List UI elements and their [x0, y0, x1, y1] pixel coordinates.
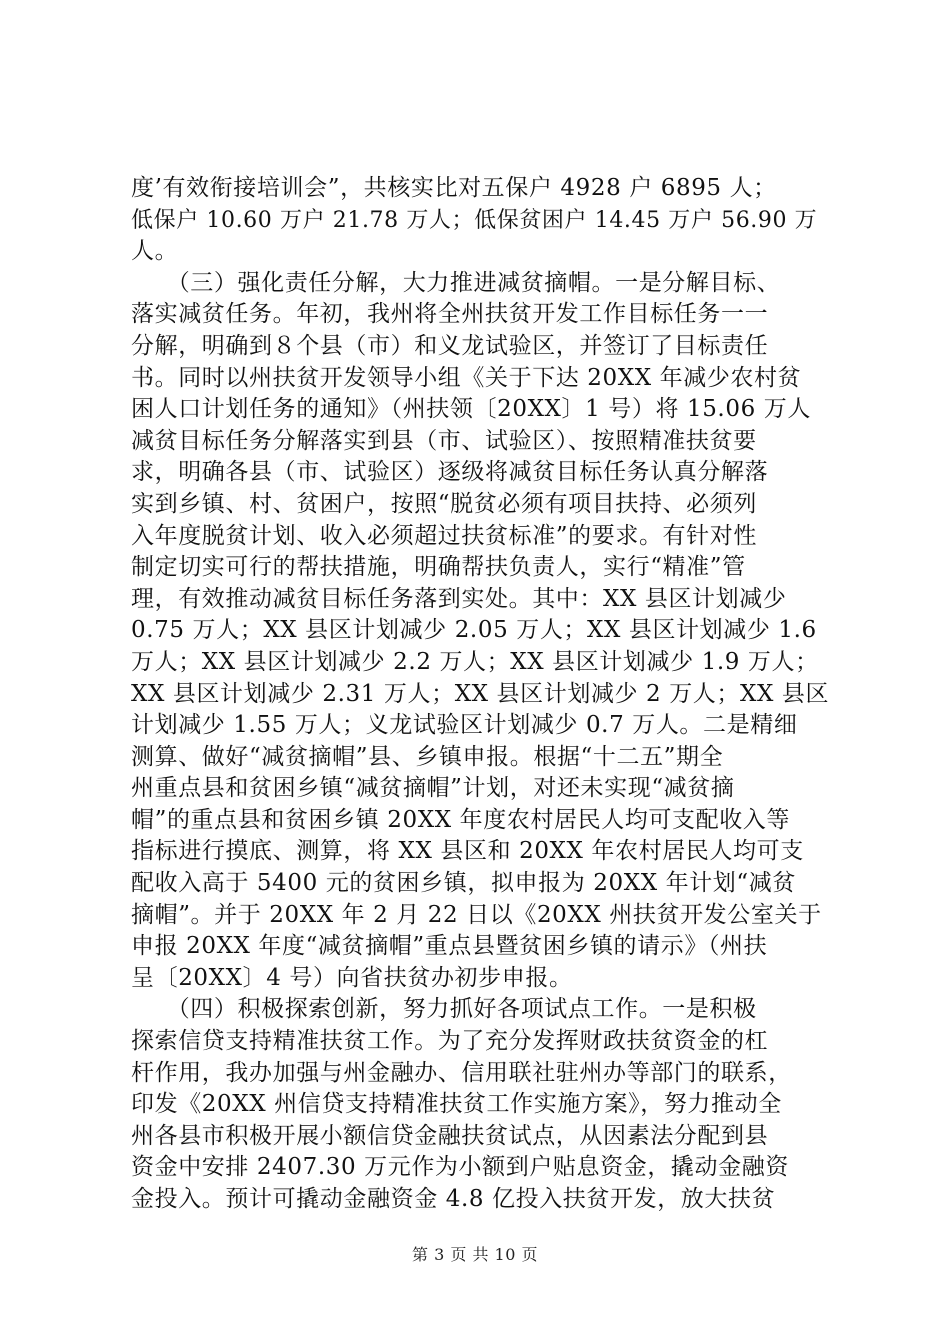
text-line: 万人；XX 县区计划减少 2.2 万人；XX 县区计划减少 1.9 万人； — [131, 648, 819, 675]
text-line: 度’有效衔接培训会”，共核实比对五保户 4928 户 6895 人； — [131, 175, 777, 201]
text-line: 申报 20XX 年度“减贫摘帽”重点县暨贫困乡镇的请示》（州扶 — [131, 933, 768, 960]
text-line: 求，明确各县（市、试验区）逐级将减贫目标任务认真分解落 — [131, 459, 769, 486]
text-line: 入年度脱贫计划、收入必须超过扶贫标准”的要求。有针对性 — [131, 522, 757, 549]
text-line: XX 县区计划减少 2.31 万人；XX 县区计划减少 2 万人；XX 县区 — [131, 680, 830, 707]
text-line: 制定切实可行的帮扶措施，明确帮扶负责人，实行“精准”管 — [131, 554, 746, 581]
text-line: 资金中安排 2407.30 万元作为小额到户贴息资金，撬动金融资 — [131, 1154, 789, 1181]
text-line: 书。同时以州扶贫开发领导小组《关于下达 20XX 年减少农村贫 — [131, 364, 802, 391]
paragraph-start-line: （四）积极探索创新，努力抓好各项试点工作。一是积极 — [131, 996, 757, 1023]
text-line: 测算、做好“减贫摘帽”县、乡镇申报。根据“十二五”期全 — [131, 743, 724, 770]
text-line: 杆作用，我办加强与州金融办、信用联社驻州办等部门的联系， — [131, 1059, 792, 1086]
text-line: 指标进行摸底、测算，将 XX 县区和 20XX 年农村居民人均可支 — [131, 838, 804, 865]
text-line: 实到乡镇、村、贫困户，按照“脱贫必须有项目扶持、必须列 — [131, 490, 757, 517]
text-line: 人。 — [131, 238, 179, 265]
body-text — [131, 173, 831, 1216]
text-line: 计划减少 1.55 万人；义龙试验区计划减少 0.7 万人。二是精细 — [131, 712, 798, 739]
text-line: 探索信贷支持精准扶贫工作。为了充分发挥财政扶贫资金的杠 — [131, 1028, 769, 1055]
text-line: 州重点县和贫困乡镇“减贫摘帽”计划，对还未实现“减贫摘 — [131, 775, 735, 802]
text-line: 0.75 万人；XX 县区计划减少 2.05 万人；XX 县区计划减少 1.6 — [131, 617, 817, 644]
text-line: 印发《20XX 州信贷支持精准扶贫工作实施方案》，努力推动全 — [131, 1091, 782, 1118]
page-number-footer: 第 3 页 共 10 页 — [412, 1245, 538, 1264]
text-line: 理，有效推动减贫目标任务落到实处。其中：XX 县区计划减少 — [131, 585, 787, 612]
text-line: 低保户 10.60 万户 21.78 万人；低保贫困户 14.45 万户 56.90 万 — [131, 207, 818, 233]
text-line: 配收入高于 5400 元的贫困乡镇，拟申报为 20XX 年计划“减贫 — [131, 870, 796, 897]
text-line: 金投入。预计可撬动金融资金 4.8 亿投入扶贫开发，放大扶贫 — [131, 1186, 776, 1212]
text-line: 呈〔20XX〕4 号）向省扶贫办初步申报。 — [131, 964, 573, 991]
text-line: 减贫目标任务分解落实到县（市、试验区）、按照精准扶贫要 — [131, 427, 757, 454]
text-line: 摘帽”。并于 20XX 年 2 月 22 日以《20XX 州扶贫开发公室关于 — [131, 901, 822, 928]
text-line: 困人口计划任务的通知》（州扶领〔20XX〕1 号）将 15.06 万人 — [131, 396, 811, 423]
paragraph-start-line: （三）强化责任分解，大力推进减贫摘帽。一是分解目标、 — [131, 269, 781, 296]
text-line: 州各县市积极开展小额信贷金融扶贫试点，从因素法分配到县 — [131, 1122, 769, 1149]
text-line: 落实减贫任务。年初，我州将全州扶贫开发工作目标任务一一 — [131, 301, 769, 328]
text-line: 分解，明确到８个县（市）和义龙试验区，并签订了目标责任 — [131, 332, 769, 359]
text-line: 帽”的重点县和贫困乡镇 20XX 年度农村居民人均可支配收入等 — [131, 806, 790, 833]
